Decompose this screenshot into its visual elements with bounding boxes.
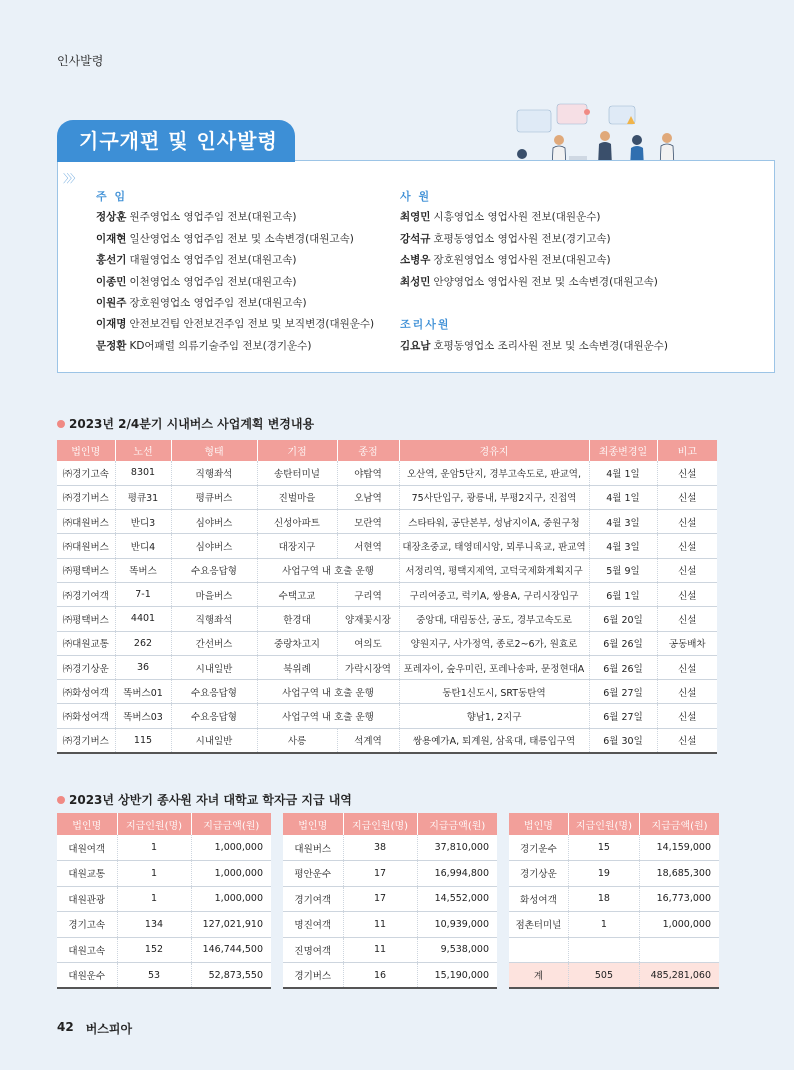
table-cell: ㈜경기버스 — [57, 485, 115, 509]
table-cell — [568, 937, 639, 963]
entry-name: 강석규 — [400, 232, 431, 245]
entry-text: KD어패럴 의류기술주임 전보(경기운수) — [129, 339, 312, 352]
table-cell: 대장초중교, 태영데시앙, 뫼루니육교, 판교역 — [399, 534, 589, 558]
table-cell: 신설 — [657, 704, 717, 728]
table-row — [57, 728, 717, 752]
column-header: 법인명 — [283, 813, 343, 835]
table-row — [283, 835, 497, 861]
table-cell: 모란역 — [337, 510, 399, 534]
column-header: 지급인원(명) — [568, 813, 639, 835]
table-cell: 진명여객 — [283, 937, 343, 963]
entry-text: 일산영업소 영업주임 전보 및 소속변경(대원고속) — [129, 232, 354, 245]
column-header: 지급금액(원) — [640, 813, 719, 835]
table-cell: 38 — [343, 835, 417, 861]
table-cell: 대원관광 — [57, 886, 117, 912]
table-cell: 대원운수 — [57, 963, 117, 989]
entry — [96, 207, 374, 228]
table-row — [57, 485, 717, 509]
table-cell: 사업구역 내 호출 운행 — [257, 558, 399, 582]
tuition-table — [509, 813, 719, 989]
entry-name: 이원주 — [96, 297, 127, 310]
table-row — [57, 912, 271, 938]
entry — [400, 229, 668, 250]
left-column — [96, 186, 374, 357]
table-header-row — [57, 813, 271, 835]
table-cell: ㈜대원교통 — [57, 631, 115, 655]
table-cell: 16 — [343, 963, 417, 989]
table-row — [57, 655, 717, 679]
entry-text: 호평동영업소 영업사원 전보(경기고속) — [433, 232, 611, 245]
entry-name: 홍선기 — [96, 254, 127, 267]
table-row — [283, 861, 497, 887]
table-cell: 경기고속 — [57, 912, 117, 938]
entry-name: 소병우 — [400, 254, 431, 267]
table-cell: 11 — [343, 937, 417, 963]
column-header: 경유지 — [399, 440, 589, 461]
table-cell: 오산역, 운암5단지, 경부고속도로, 판교역, — [399, 461, 589, 485]
table-cell: 수요응답형 — [171, 704, 257, 728]
table-cell: 시내일반 — [171, 728, 257, 752]
entry-text: 대월영업소 영업주임 전보(대원고속) — [129, 254, 297, 267]
table-cell: 평큐31 — [115, 485, 171, 509]
table-cell: 1,000,000 — [640, 912, 719, 938]
table-header-row — [57, 440, 717, 461]
table-cell: 신설 — [657, 728, 717, 752]
table-cell: 점촌터미널 — [509, 912, 568, 938]
column-header: 법인명 — [57, 813, 117, 835]
entry — [96, 229, 374, 250]
column-header: 종점 — [337, 440, 399, 461]
entry — [400, 336, 668, 357]
table-cell: 시내일반 — [171, 655, 257, 679]
table-cell: 신설 — [657, 534, 717, 558]
section-tag: 인사발령 — [57, 54, 104, 68]
table-cell: 간선버스 — [171, 631, 257, 655]
page-title: 기구개편 및 인사발령 — [57, 120, 295, 162]
table-cell: 똑버스03 — [115, 704, 171, 728]
table-row — [57, 461, 717, 485]
table-cell: 반디3 — [115, 510, 171, 534]
entry — [400, 272, 668, 293]
entry-text: 이천영업소 영업주임 전보(대원고속) — [129, 275, 297, 288]
table-cell: 구리역 — [337, 582, 399, 606]
table-cell: 6월 27일 — [589, 680, 657, 704]
table-cell: 신설 — [657, 485, 717, 509]
table-cell: 6월 1일 — [589, 582, 657, 606]
table-cell: 경기버스 — [283, 963, 343, 989]
table-cell: 1 — [117, 861, 191, 887]
table-cell: 대원여객 — [57, 835, 117, 861]
table-cell: 10,939,000 — [417, 912, 497, 938]
table-cell: 신설 — [657, 510, 717, 534]
table-cell: 대원교통 — [57, 861, 117, 887]
table-cell: 스타타워, 공단본부, 성남지이A, 중원구청 — [399, 510, 589, 534]
table-cell: 14,159,000 — [640, 835, 719, 861]
table-cell: ㈜경기상운 — [57, 655, 115, 679]
table-cell: 146,744,500 — [191, 937, 271, 963]
table-row — [57, 886, 271, 912]
table-cell: 심야버스 — [171, 534, 257, 558]
table-cell: 송탄터미널 — [257, 461, 337, 485]
table-cell: 18 — [568, 886, 639, 912]
column-header: 최종변경일 — [589, 440, 657, 461]
table-cell: 6월 30일 — [589, 728, 657, 752]
table-cell: 16,773,000 — [640, 886, 719, 912]
table-row — [509, 861, 719, 887]
table-cell: 구리여중고, 럭키A, 쌍용A, 구리시장입구 — [399, 582, 589, 606]
entry-name: 이종민 — [96, 275, 127, 288]
table-cell: 36 — [115, 655, 171, 679]
table-cell: ㈜대원버스 — [57, 510, 115, 534]
table-cell: 5월 9일 — [589, 558, 657, 582]
category-label: 사 원 — [400, 190, 432, 203]
entry — [96, 272, 374, 293]
tuition-table — [57, 813, 271, 989]
section-heading-text: 2023년 2/4분기 시내버스 사업계획 변경내용 — [69, 417, 315, 431]
table-row — [509, 835, 719, 861]
column-header: 법인명 — [509, 813, 568, 835]
column-header: 기점 — [257, 440, 337, 461]
entry-name: 정상훈 — [96, 211, 127, 224]
entry — [400, 207, 668, 228]
table-cell: 18,685,300 — [640, 861, 719, 887]
table-cell: 동탄1신도시, SRT동탄역 — [399, 680, 589, 704]
table-cell: 수택고교 — [257, 582, 337, 606]
table-cell: 가락시장역 — [337, 655, 399, 679]
table-row — [57, 510, 717, 534]
entry — [96, 250, 374, 271]
table-cell: 마을버스 — [171, 582, 257, 606]
column-header: 법인명 — [57, 440, 115, 461]
table-cell: ㈜경기버스 — [57, 728, 115, 752]
table-cell: 오남역 — [337, 485, 399, 509]
route-change-table — [57, 440, 717, 754]
table-cell: ㈜경기고속 — [57, 461, 115, 485]
category-label: 조리사원 — [400, 318, 451, 332]
table-cell: 평안운수 — [283, 861, 343, 887]
table-cell: 17 — [343, 886, 417, 912]
table-row — [57, 607, 717, 631]
table-cell: 반디4 — [115, 534, 171, 558]
entry — [96, 293, 374, 314]
table-cell: 대원버스 — [283, 835, 343, 861]
table-cell: 1 — [568, 912, 639, 938]
table-row — [509, 963, 719, 989]
table-cell: 19 — [568, 861, 639, 887]
table-cell: 신설 — [657, 582, 717, 606]
table-cell: 서현역 — [337, 534, 399, 558]
table-cell: 6월 27일 — [589, 704, 657, 728]
table-cell: 화성여객 — [509, 886, 568, 912]
table-cell: 직행좌석 — [171, 461, 257, 485]
table-row — [509, 912, 719, 938]
table-cell: 1 — [117, 886, 191, 912]
category-label: 주 임 — [96, 190, 128, 203]
table-cell: 포레자이, 숲우미린, 포레나송파, 문정현대A — [399, 655, 589, 679]
table-cell: 8301 — [115, 461, 171, 485]
page-footer — [57, 1020, 132, 1037]
table-cell: 6월 26일 — [589, 631, 657, 655]
table-cell: 사업구역 내 호출 운행 — [257, 680, 399, 704]
table-row — [509, 886, 719, 912]
table-row — [57, 582, 717, 606]
table-cell: 대장지구 — [257, 534, 337, 558]
table-cell: 127,021,910 — [191, 912, 271, 938]
table-row — [283, 886, 497, 912]
table-cell: 신설 — [657, 607, 717, 631]
table-cell: 향남1, 2지구 — [399, 704, 589, 728]
bullet-icon — [57, 796, 65, 804]
table-cell: 명진여객 — [283, 912, 343, 938]
table-cell: 신설 — [657, 558, 717, 582]
table-cell: 수요응답형 — [171, 680, 257, 704]
table-cell: 16,994,800 — [417, 861, 497, 887]
column-header: 노선 — [115, 440, 171, 461]
table-row — [509, 937, 719, 963]
table-cell — [509, 937, 568, 963]
table-cell: 152 — [117, 937, 191, 963]
table-cell: 똑버스01 — [115, 680, 171, 704]
table-cell: 중앙대, 대림동산, 공도, 경부고속도로 — [399, 607, 589, 631]
table-cell: 수요응답형 — [171, 558, 257, 582]
entry-name: 이재현 — [96, 232, 127, 245]
entry-name: 문정환 — [96, 339, 127, 352]
spacer — [400, 293, 668, 314]
table-row — [57, 861, 271, 887]
table-cell: 사업구역 내 호출 운행 — [257, 704, 399, 728]
table-cell: 6월 20일 — [589, 607, 657, 631]
table-cell: 양원지구, 사가정역, 종로2~6가, 원효로 — [399, 631, 589, 655]
entry — [400, 250, 668, 271]
table-cell: 15 — [568, 835, 639, 861]
entry — [96, 314, 374, 335]
entry-name: 최성민 — [400, 275, 431, 288]
table-cell: 경기여객 — [283, 886, 343, 912]
table-cell: 진벌마을 — [257, 485, 337, 509]
table-cell: 37,810,000 — [417, 835, 497, 861]
column-header: 형태 — [171, 440, 257, 461]
table-header-row — [283, 813, 497, 835]
table-cell: 대원고속 — [57, 937, 117, 963]
column-header: 지급금액(원) — [417, 813, 497, 835]
bullet-icon — [57, 420, 65, 428]
table-cell: ㈜경기여객 — [57, 582, 115, 606]
table-cell: 심야버스 — [171, 510, 257, 534]
table-cell: 134 — [117, 912, 191, 938]
table-cell: 1,000,000 — [191, 886, 271, 912]
table-cell: 직행좌석 — [171, 607, 257, 631]
page-number: 42 — [57, 1020, 74, 1034]
table-cell: 신설 — [657, 461, 717, 485]
tuition-table — [283, 813, 497, 989]
table-cell: 505 — [568, 963, 639, 989]
section-heading-text: 2023년 상반기 종사원 자녀 대학교 학자금 지급 내역 — [69, 793, 352, 807]
table-row — [57, 558, 717, 582]
table-cell: 1 — [117, 835, 191, 861]
table-row — [283, 963, 497, 989]
table-row — [57, 704, 717, 728]
table-cell: 계 — [509, 963, 568, 989]
table-cell: 75사단입구, 광릉내, 부평2지구, 진접역 — [399, 485, 589, 509]
table-cell: 서정리역, 평택지제역, 고덕국제화계획지구 — [399, 558, 589, 582]
table-cell: 17 — [343, 861, 417, 887]
table-row — [283, 937, 497, 963]
table-cell: 석계역 — [337, 728, 399, 752]
entry-text: 원주영업소 영업주임 전보(대원고속) — [129, 211, 297, 224]
column-header: 지급인원(명) — [117, 813, 191, 835]
table-cell: 경기상운 — [509, 861, 568, 887]
table-cell: 한경대 — [257, 607, 337, 631]
table-cell: 115 — [115, 728, 171, 752]
table-cell: ㈜평택버스 — [57, 558, 115, 582]
table-cell: 53 — [117, 963, 191, 989]
table-row — [57, 963, 271, 989]
table-cell: ㈜대원버스 — [57, 534, 115, 558]
table-cell: 11 — [343, 912, 417, 938]
table-cell: 4월 1일 — [589, 485, 657, 509]
entry-text: 안전보건팀 안전보건주임 전보 및 보직변경(대원운수) — [129, 318, 375, 331]
table-header-row — [509, 813, 719, 835]
table-cell: 9,538,000 — [417, 937, 497, 963]
table-row — [57, 680, 717, 704]
table-cell: 4401 — [115, 607, 171, 631]
column-header: 지급인원(명) — [343, 813, 417, 835]
table-cell: 15,190,000 — [417, 963, 497, 989]
entry-text: 장호원영업소 영업주임 전보(대원고속) — [129, 297, 307, 310]
table-cell: 1,000,000 — [191, 861, 271, 887]
column-header: 지급금액(원) — [191, 813, 271, 835]
table-cell: 4월 1일 — [589, 461, 657, 485]
table-cell: 7-1 — [115, 582, 171, 606]
table-cell: 14,552,000 — [417, 886, 497, 912]
table-cell: 262 — [115, 631, 171, 655]
entry-text: 시흥영업소 영업사원 전보(대원운수) — [433, 211, 601, 224]
entry — [96, 336, 374, 357]
entry-text: 장호원영업소 영업사원 전보(대원고속) — [433, 254, 611, 267]
table-row — [57, 937, 271, 963]
table-cell: 신설 — [657, 655, 717, 679]
entry-name: 최영민 — [400, 211, 431, 224]
column-header: 비고 — [657, 440, 717, 461]
table-cell — [640, 937, 719, 963]
table-row — [57, 534, 717, 558]
table-cell: 1,000,000 — [191, 835, 271, 861]
table-cell: 평큐버스 — [171, 485, 257, 509]
table-cell: 양재꽃시장 — [337, 607, 399, 631]
table-cell: ㈜화성여객 — [57, 704, 115, 728]
table-cell: 485,281,060 — [640, 963, 719, 989]
table-cell: ㈜평택버스 — [57, 607, 115, 631]
entry-text: 호평동영업소 조리사원 전보 및 소속변경(대원운수) — [433, 339, 668, 352]
table-cell: 4월 3일 — [589, 534, 657, 558]
magazine-name: 버스피아 — [85, 1022, 133, 1036]
table-row — [283, 912, 497, 938]
table-cell: 공동배차 — [657, 631, 717, 655]
table-cell: 쌍용예가A, 퇴계원, 삼육대, 태릉입구역 — [399, 728, 589, 752]
chevrons-icon: 〉〉〉 — [63, 172, 79, 185]
table-cell: 야탑역 — [337, 461, 399, 485]
table-cell: ㈜화성여객 — [57, 680, 115, 704]
table-cell: 52,873,550 — [191, 963, 271, 989]
table-cell: 똑버스 — [115, 558, 171, 582]
entry-text: 안양영업소 영업사원 전보 및 소속변경(대원고속) — [433, 275, 658, 288]
table-cell: 4월 3일 — [589, 510, 657, 534]
table-cell: 신설 — [657, 680, 717, 704]
section-heading — [57, 791, 352, 808]
table-row — [57, 631, 717, 655]
table-cell: 경기운수 — [509, 835, 568, 861]
right-column — [400, 186, 668, 357]
table-cell: 6월 26일 — [589, 655, 657, 679]
table-row — [57, 835, 271, 861]
table-cell: 사릉 — [257, 728, 337, 752]
table-cell: 신성아파트 — [257, 510, 337, 534]
entry-name: 김요남 — [400, 339, 431, 352]
table-cell: 북위례 — [257, 655, 337, 679]
table-cell: 중랑차고지 — [257, 631, 337, 655]
entry-name: 이재명 — [96, 318, 127, 331]
section-heading — [57, 415, 314, 432]
table-cell: 여의도 — [337, 631, 399, 655]
